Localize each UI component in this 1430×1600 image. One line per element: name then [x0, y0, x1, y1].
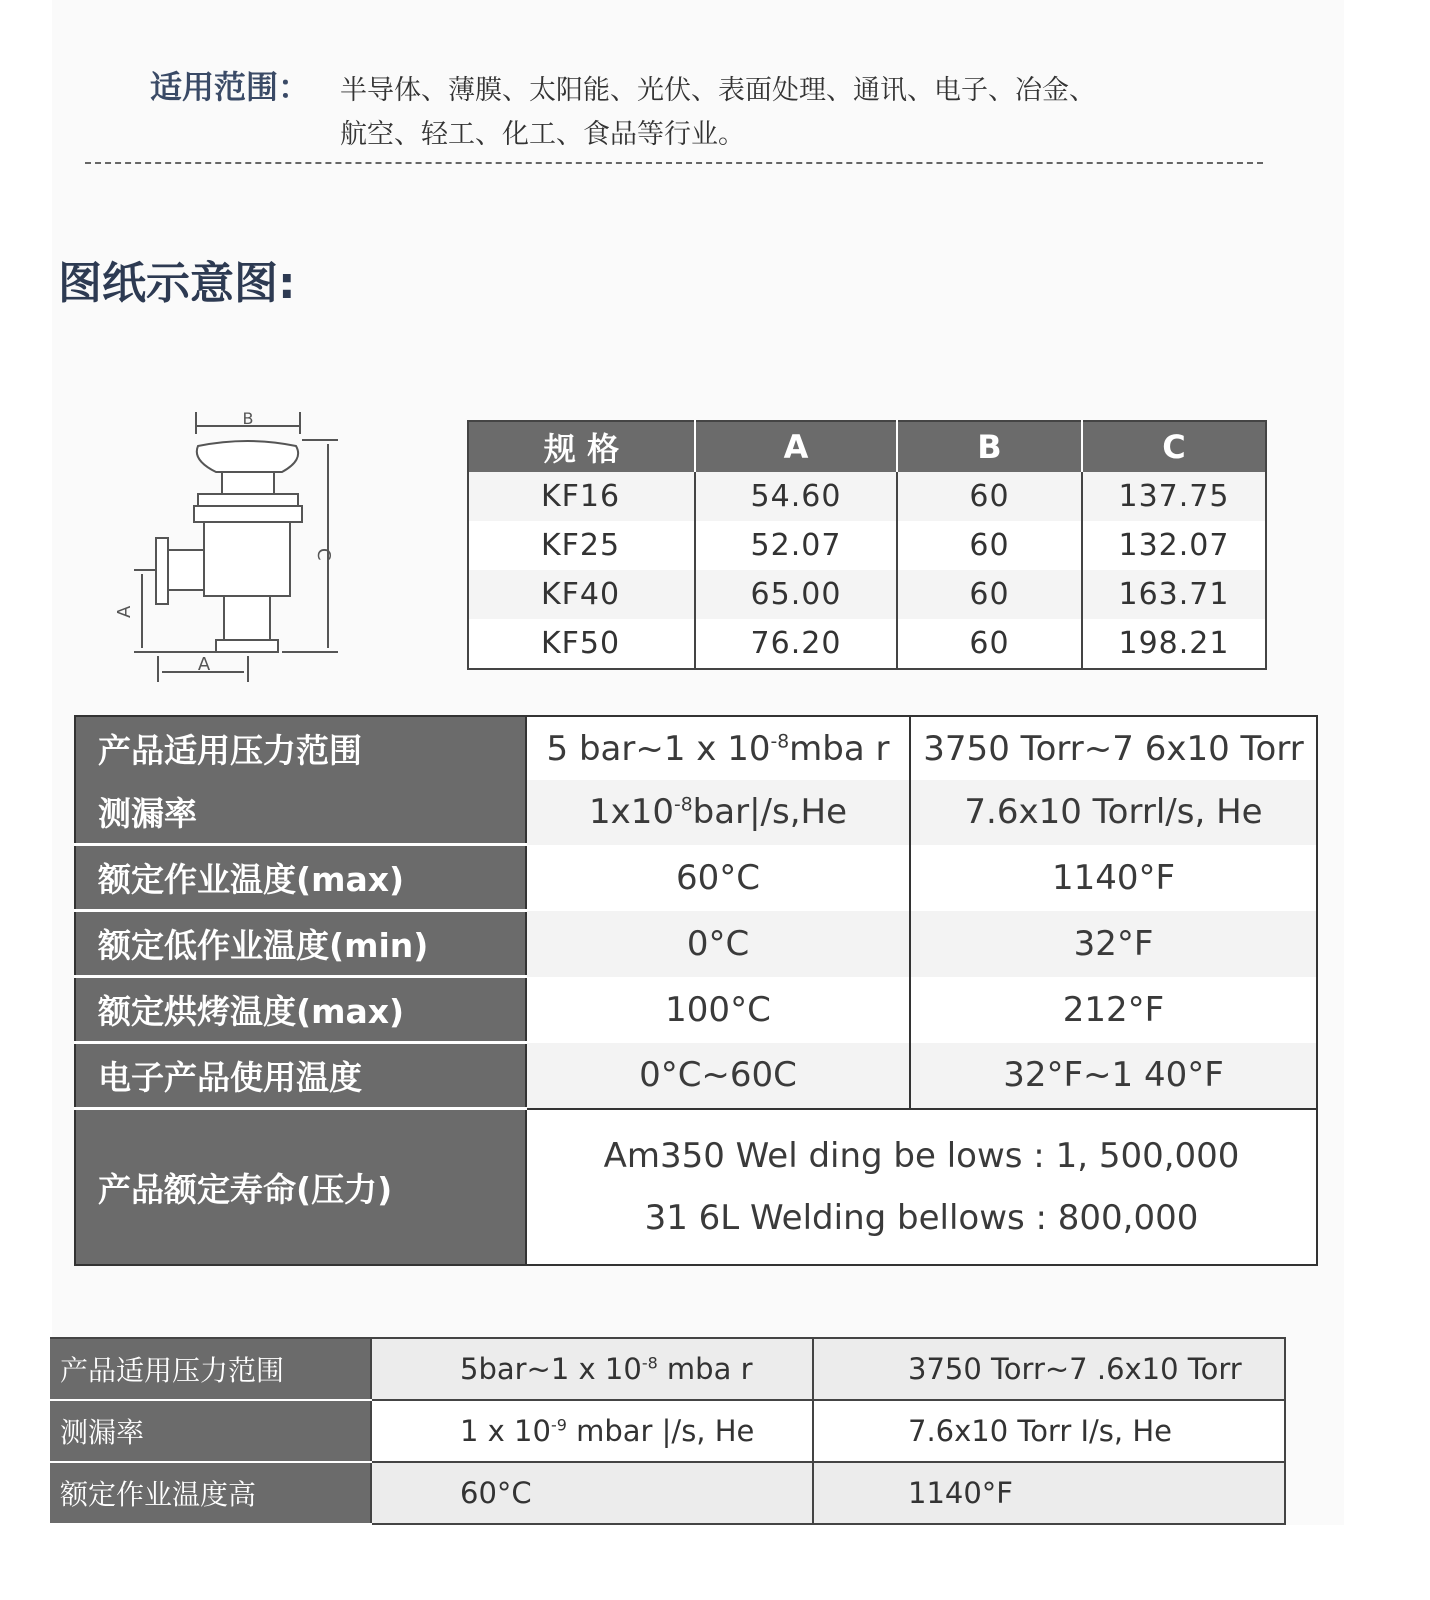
table-row: [50, 1338, 1285, 1400]
table-row: [75, 780, 1317, 845]
valve-drawing: [110, 400, 350, 690]
table-header-row: [468, 421, 1266, 472]
table-row: [75, 1043, 1317, 1109]
table-row: [50, 1462, 1285, 1524]
electronic-temp-imperial: 32°F~1 40°F: [910, 1043, 1317, 1109]
properties-table: [74, 715, 1318, 1266]
label-max-temp: 额定作业温度高: [50, 1462, 371, 1524]
cell-a: 76.20: [695, 619, 897, 669]
dimension-b-label: B: [242, 409, 254, 428]
table-row: [75, 977, 1317, 1043]
label-leak-rate: 测漏率: [75, 780, 526, 845]
table-row: [468, 570, 1266, 619]
cell-b: 60: [897, 570, 1082, 619]
dashed-divider: [85, 162, 1263, 164]
cell-b: 60: [897, 472, 1082, 521]
label-pressure-range: 产品适用压力范围: [75, 716, 526, 780]
cell-a: 65.00: [695, 570, 897, 619]
cell-a: 54.60: [695, 472, 897, 521]
label-pressure-range: 产品适用压力范围: [50, 1338, 371, 1400]
bake-temp-metric: 100°C: [526, 977, 910, 1043]
header-a: A: [695, 421, 897, 472]
leak-metric: 1 x $10^{-9}$ mbar |/s, He: [371, 1400, 813, 1462]
application-text-line-1: 半导体、薄膜、太阳能、光伏、表面处理、通讯、电子、冶金、: [340, 75, 1096, 106]
pressure-imperial: 3750 Torr~7 .6x10 Torr: [813, 1338, 1285, 1400]
label-electronic-temp: 电子产品使用温度: [75, 1043, 526, 1109]
dimension-table: [467, 420, 1267, 670]
cell-c: 163.71: [1082, 570, 1266, 619]
table-row: [75, 845, 1317, 911]
cell-b: 60: [897, 521, 1082, 570]
min-temp-metric: 0°C: [526, 911, 910, 977]
max-temp-imperial: 1140°F: [813, 1462, 1285, 1524]
leak-metric: $1x10^{-8}bar|/s,He$: [526, 780, 910, 845]
dimension-c-label: C: [313, 548, 334, 561]
dimension-a-label: A: [197, 654, 211, 675]
application-label: 适用范围：: [150, 68, 311, 106]
leak-imperial: 7.6x10 Torrl/s, He: [910, 780, 1317, 845]
electronic-temp-metric: 0°C~60C: [526, 1043, 910, 1109]
max-temp-metric: 60°C: [371, 1462, 813, 1524]
label-max-temp: 额定作业温度(max): [75, 845, 526, 911]
cell-b: 60: [897, 619, 1082, 669]
cell-model: KF50: [468, 619, 695, 669]
header-c: C: [1082, 421, 1266, 472]
table-row: [75, 911, 1317, 977]
application-text-line-2: 航空、轻工、化工、食品等行业。: [340, 119, 745, 150]
table-row: [468, 472, 1266, 521]
cell-model: KF40: [468, 570, 695, 619]
cell-c: 198.21: [1082, 619, 1266, 669]
life-line-1: Am350 Wel ding be lows : 1, 500,000: [603, 1135, 1240, 1176]
table-row: [468, 521, 1266, 570]
table-row: [50, 1400, 1285, 1462]
drawing-section-title: 图纸示意图:: [58, 258, 296, 309]
pressure-metric: 5bar~1 x $10^{-8}$ mba r: [371, 1338, 813, 1400]
bake-temp-imperial: 212°F: [910, 977, 1317, 1043]
label-leak-rate: 测漏率: [50, 1400, 371, 1462]
header-spec: 规 格: [468, 421, 695, 472]
table-row: [75, 1109, 1317, 1266]
label-rated-life: 产品额定寿命(压力): [75, 1109, 526, 1266]
summary-table: [50, 1337, 1286, 1525]
min-temp-imperial: 32°F: [910, 911, 1317, 977]
label-min-temp: 额定低作业温度(min): [75, 911, 526, 977]
table-row: [468, 619, 1266, 669]
pressure-metric: 5 bar~1 x $10^{-8}mba$ r: [526, 716, 910, 780]
pressure-imperial: 3750 Torr~7 6x10 Torr: [910, 716, 1317, 780]
rated-life-values: [526, 1109, 1317, 1266]
cell-c: 132.07: [1082, 521, 1266, 570]
cell-a: 52.07: [695, 521, 897, 570]
label-bake-temp: 额定烘烤温度(max): [75, 977, 526, 1043]
dimension-a-vertical-label: A: [114, 605, 135, 618]
cell-model: KF25: [468, 521, 695, 570]
max-temp-imperial: 1140°F: [910, 845, 1317, 911]
max-temp-metric: 60°C: [526, 845, 910, 911]
life-line-2: 31 6L Welding bellows : 800,000: [644, 1197, 1199, 1238]
leak-imperial: 7.6x10 Torr I/s, He: [813, 1400, 1285, 1462]
cell-model: KF16: [468, 472, 695, 521]
cell-c: 137.75: [1082, 472, 1266, 521]
header-b: B: [897, 421, 1082, 472]
table-row: [75, 716, 1317, 780]
